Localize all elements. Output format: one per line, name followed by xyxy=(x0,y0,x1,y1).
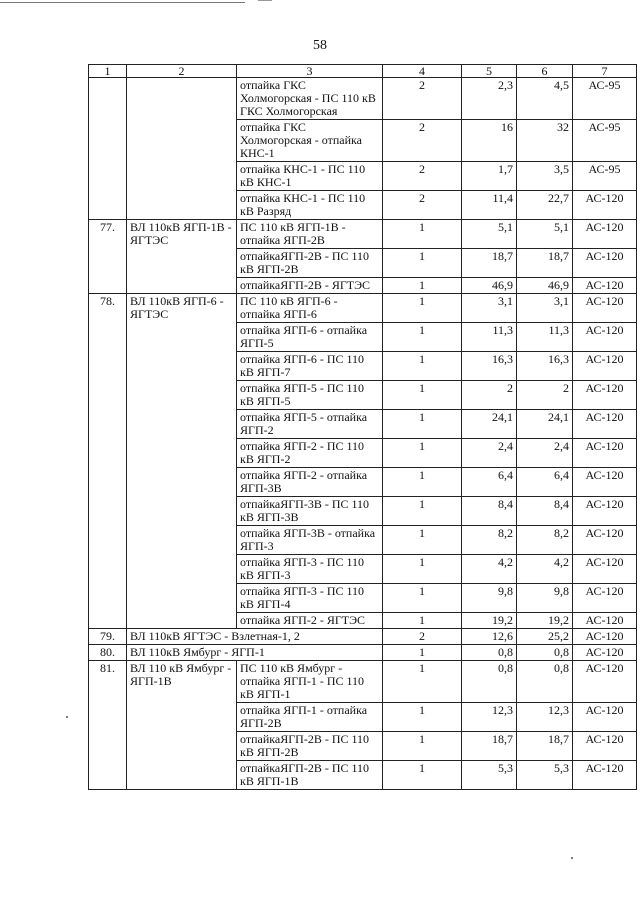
top-mark xyxy=(258,0,272,1)
line-name: ВЛ 110кВ ЯГТЭС - Взлетная-1, 2 xyxy=(127,629,383,645)
circuit-count: 1 xyxy=(383,294,462,323)
wire-brand: АС-120 xyxy=(573,439,637,468)
circuit-length: 16,3 xyxy=(517,352,573,381)
route-length: 4,2 xyxy=(462,555,517,584)
route-length: 8,2 xyxy=(462,526,517,555)
power-lines-table xyxy=(88,64,637,790)
wire-brand: АС-120 xyxy=(573,323,637,352)
circuit-count: 1 xyxy=(383,381,462,410)
wire-brand: АС-95 xyxy=(573,78,637,120)
circuit-count: 1 xyxy=(383,584,462,613)
circuit-count: 2 xyxy=(383,629,462,645)
route-length: 1,7 xyxy=(462,162,517,191)
circuit-count: 1 xyxy=(383,613,462,629)
wire-brand: АС-120 xyxy=(573,661,637,703)
column-header: 5 xyxy=(462,65,517,78)
circuit-length: 12,3 xyxy=(517,703,573,732)
route-length: 12,6 xyxy=(462,629,517,645)
wire-brand: АС-120 xyxy=(573,584,637,613)
line-segment: отпайкаЯГП-2В - ПС 110 кВ ЯГП-2В xyxy=(237,249,383,278)
circuit-length: 24,1 xyxy=(517,410,573,439)
wire-brand: АС-120 xyxy=(573,468,637,497)
route-length: 18,7 xyxy=(462,732,517,761)
column-header: 6 xyxy=(517,65,573,78)
circuit-length: 5,1 xyxy=(517,220,573,249)
circuit-length: 2,4 xyxy=(517,439,573,468)
circuit-count: 1 xyxy=(383,526,462,555)
line-segment: ПС 110 кВ ЯГП-1В - отпайка ЯГП-2В xyxy=(237,220,383,249)
wire-brand: АС-120 xyxy=(573,555,637,584)
table-row xyxy=(89,294,637,323)
wire-brand: АС-120 xyxy=(573,703,637,732)
route-length: 18,7 xyxy=(462,249,517,278)
circuit-count: 1 xyxy=(383,497,462,526)
circuit-count: 2 xyxy=(383,120,462,162)
table-row xyxy=(89,661,637,703)
line-segment: отпайка ЯГП-2 - ЯГТЭС xyxy=(237,613,383,629)
route-length: 12,3 xyxy=(462,703,517,732)
line-number: 79. xyxy=(89,629,127,645)
circuit-count: 1 xyxy=(383,439,462,468)
line-segment: отпайка ЯГП-2 - ПС 110 кВ ЯГП-2 xyxy=(237,439,383,468)
circuit-length: 3,1 xyxy=(517,294,573,323)
line-segment: отпайка ГКС Холмогорская - ПС 110 кВ ГКС Холмогорская xyxy=(237,78,383,120)
circuit-count: 1 xyxy=(383,645,462,661)
line-number: 81. xyxy=(89,661,127,790)
route-length: 2,3 xyxy=(462,78,517,120)
circuit-length: 11,3 xyxy=(517,323,573,352)
line-number: 78. xyxy=(89,294,127,629)
route-length: 46,9 xyxy=(462,278,517,294)
wire-brand: АС-95 xyxy=(573,162,637,191)
circuit-length: 8,2 xyxy=(517,526,573,555)
circuit-length: 8,4 xyxy=(517,497,573,526)
wire-brand: АС-120 xyxy=(573,352,637,381)
wire-brand: АС-120 xyxy=(573,410,637,439)
line-segment: отпайкаЯГП-2В - ЯГТЭС xyxy=(237,278,383,294)
circuit-length: 4,2 xyxy=(517,555,573,584)
column-header: 7 xyxy=(573,65,637,78)
wire-brand: АС-120 xyxy=(573,220,637,249)
line-segment: отпайка ЯГП-1 - отпайка ЯГП-2В xyxy=(237,703,383,732)
route-length: 5,1 xyxy=(462,220,517,249)
line-number xyxy=(89,78,127,220)
circuit-length: 5,3 xyxy=(517,761,573,790)
line-number: 80. xyxy=(89,645,127,661)
circuit-count: 1 xyxy=(383,352,462,381)
line-name xyxy=(127,78,237,220)
circuit-count: 1 xyxy=(383,761,462,790)
column-header: 1 xyxy=(89,65,127,78)
page-number: 58 xyxy=(313,38,327,53)
line-segment: отпайка ЯГП-6 - ПС 110 кВ ЯГП-7 xyxy=(237,352,383,381)
circuit-length: 46,9 xyxy=(517,278,573,294)
line-name: ВЛ 110кВ Ямбург - ЯГП-1 xyxy=(127,645,383,661)
circuit-count: 1 xyxy=(383,278,462,294)
line-segment: отпайка ЯГП-3 - ПС 110 кВ ЯГП-3 xyxy=(237,555,383,584)
wire-brand: АС-120 xyxy=(573,526,637,555)
route-length: 19,2 xyxy=(462,613,517,629)
route-length: 11,3 xyxy=(462,323,517,352)
circuit-length: 2 xyxy=(517,381,573,410)
circuit-length: 22,7 xyxy=(517,191,573,220)
line-segment: отпайка КНС-1 - ПС 110 кВ Разряд xyxy=(237,191,383,220)
circuit-count: 2 xyxy=(383,78,462,120)
circuit-length: 19,2 xyxy=(517,613,573,629)
wire-brand: АС-95 xyxy=(573,120,637,162)
circuit-count: 1 xyxy=(383,323,462,352)
table-body xyxy=(89,78,637,790)
circuit-count: 1 xyxy=(383,732,462,761)
line-segment: отпайка ЯГП-5 - отпайка ЯГП-2 xyxy=(237,410,383,439)
circuit-count: 1 xyxy=(383,661,462,703)
line-name: ВЛ 110кВ ЯГП-1В - ЯГТЭС xyxy=(127,220,237,294)
route-length: 0,8 xyxy=(462,645,517,661)
column-header: 2 xyxy=(127,65,237,78)
header-row xyxy=(89,65,637,78)
scan-speck xyxy=(571,857,573,859)
route-length: 16 xyxy=(462,120,517,162)
route-length: 6,4 xyxy=(462,468,517,497)
circuit-length: 25,2 xyxy=(517,629,573,645)
top-rule xyxy=(0,2,245,3)
wire-brand: АС-120 xyxy=(573,629,637,645)
circuit-count: 1 xyxy=(383,249,462,278)
line-segment: отпайка ЯГП-3В - отпайка ЯГП-3 xyxy=(237,526,383,555)
wire-brand: АС-120 xyxy=(573,249,637,278)
line-name: ВЛ 110кВ ЯГП-6 - ЯГТЭС xyxy=(127,294,237,629)
line-number: 77. xyxy=(89,220,127,294)
column-header: 4 xyxy=(383,65,462,78)
wire-brand: АС-120 xyxy=(573,613,637,629)
circuit-count: 1 xyxy=(383,468,462,497)
line-segment: отпайка ЯГП-6 - отпайка ЯГП-5 xyxy=(237,323,383,352)
scan-speck xyxy=(66,716,68,718)
wire-brand: АС-120 xyxy=(573,732,637,761)
circuit-count: 1 xyxy=(383,220,462,249)
line-segment: ПС 110 кВ Ямбург - отпайка ЯГП-1 - ПС 110 кВ ЯГП-1 xyxy=(237,661,383,703)
circuit-length: 6,4 xyxy=(517,468,573,497)
line-segment: отпайкаЯГП-2В - ПС 110 кВ ЯГП-1В xyxy=(237,761,383,790)
wire-brand: АС-120 xyxy=(573,191,637,220)
route-length: 24,1 xyxy=(462,410,517,439)
line-segment: отпайка ЯГП-2 - отпайка ЯГП-3В xyxy=(237,468,383,497)
route-length: 2 xyxy=(462,381,517,410)
route-length: 0,8 xyxy=(462,661,517,703)
line-segment: отпайка ГКС Холмогорская - отпайка КНС-1 xyxy=(237,120,383,162)
line-segment: отпайка ЯГП-3 - ПС 110 кВ ЯГП-4 xyxy=(237,584,383,613)
route-length: 3,1 xyxy=(462,294,517,323)
line-segment: отпайкаЯГП-2В - ПС 110 кВ ЯГП-2В xyxy=(237,732,383,761)
circuit-length: 3,5 xyxy=(517,162,573,191)
circuit-length: 18,7 xyxy=(517,249,573,278)
line-segment: ПС 110 кВ ЯГП-6 - отпайка ЯГП-6 xyxy=(237,294,383,323)
route-length: 9,8 xyxy=(462,584,517,613)
line-segment: отпайка КНС-1 - ПС 110 кВ КНС-1 xyxy=(237,162,383,191)
circuit-length: 0,8 xyxy=(517,645,573,661)
wire-brand: АС-120 xyxy=(573,381,637,410)
circuit-length: 0,8 xyxy=(517,661,573,703)
circuit-count: 1 xyxy=(383,555,462,584)
wire-brand: АС-120 xyxy=(573,645,637,661)
circuit-length: 9,8 xyxy=(517,584,573,613)
line-segment: отпайка ЯГП-5 - ПС 110 кВ ЯГП-5 xyxy=(237,381,383,410)
route-length: 5,3 xyxy=(462,761,517,790)
circuit-length: 32 xyxy=(517,120,573,162)
circuit-length: 18,7 xyxy=(517,732,573,761)
column-header: 3 xyxy=(237,65,383,78)
table-row xyxy=(89,220,637,249)
route-length: 8,4 xyxy=(462,497,517,526)
table-row xyxy=(89,645,637,661)
table-row xyxy=(89,78,637,120)
circuit-length: 4,5 xyxy=(517,78,573,120)
circuit-count: 2 xyxy=(383,191,462,220)
wire-brand: АС-120 xyxy=(573,278,637,294)
circuit-count: 1 xyxy=(383,410,462,439)
table-row xyxy=(89,629,637,645)
circuit-count: 1 xyxy=(383,703,462,732)
line-segment: отпайкаЯГП-3В - ПС 110 кВ ЯГП-3В xyxy=(237,497,383,526)
wire-brand: АС-120 xyxy=(573,497,637,526)
route-length: 11,4 xyxy=(462,191,517,220)
route-length: 2,4 xyxy=(462,439,517,468)
line-name: ВЛ 110 кВ Ямбург - ЯГП-1В xyxy=(127,661,237,790)
circuit-count: 2 xyxy=(383,162,462,191)
route-length: 16,3 xyxy=(462,352,517,381)
wire-brand: АС-120 xyxy=(573,761,637,790)
wire-brand: АС-120 xyxy=(573,294,637,323)
